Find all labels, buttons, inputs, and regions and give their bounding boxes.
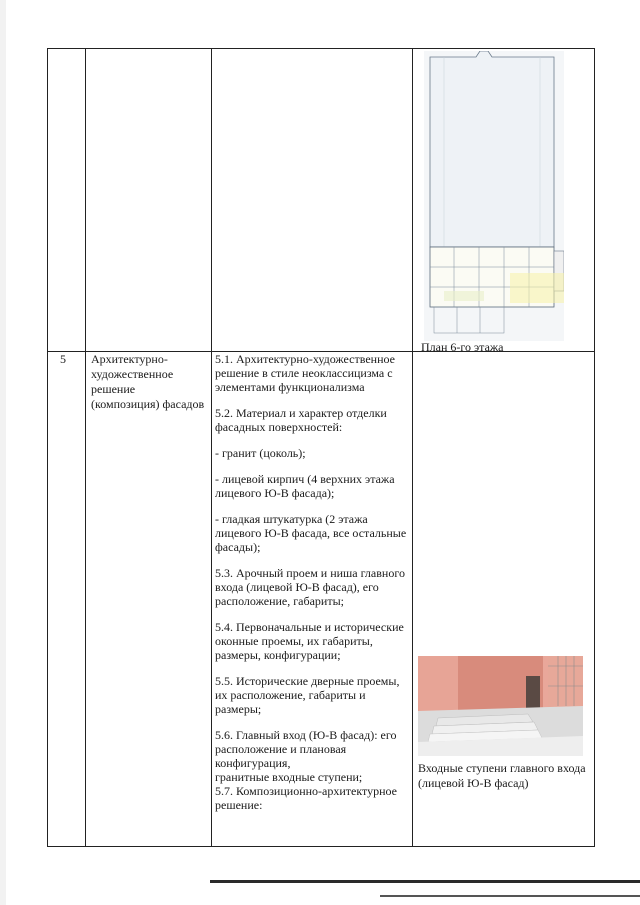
scan-bottom-line [380,895,640,897]
description-item: 5.3. Арочный проем и ниша главного входа (лицевой Ю-В фасад), его расположение, габариты; [215,566,405,608]
row-number: 5 [60,352,66,366]
table-col-divider-2 [211,48,212,846]
table-border-right [594,48,595,846]
table-border-left [47,48,48,846]
description-item: - лицевой кирпич (4 верхних этажа лицевого Ю-В фасада); [215,472,395,500]
table-border-top [47,48,595,49]
plan-caption: План 6-го этажа [421,340,504,354]
description-item: - гладкая штукатурка (2 этажа лицевого Ю-В фасада, все остальные фасады); [215,512,407,554]
description-item: 5.1. Архитектурно-художественное решение в стиле неоклассицизма с элементами функционализма [215,352,395,394]
description-item: 5.7. Композиционно-архитектурное решение: [215,784,398,812]
description-item: - гранит (цоколь); [215,446,306,460]
element-description [215,352,411,812]
entrance-steps-photo [418,656,583,756]
description-item: 5.6. Главный вход (Ю-В фасад): его расположение и плановая конфигурация, [215,728,397,770]
photo-caption: Входные ступени главного входа (лицевой Ю-В фасад) [418,761,586,790]
scan-edge [0,0,6,905]
description-item: 5.5. Исторические дверные проемы, их расположение, габариты и размеры; [215,674,400,716]
description-item: 5.2. Материал и характер отделки фасадных поверхностей: [215,406,387,434]
description-item: гранитные входные ступени; [215,770,363,784]
floor-plan-image [424,51,564,341]
element-name: Архитектурно-художественное решение (композиция) фасадов [91,352,205,411]
table-col-divider-1 [85,48,86,846]
table-border-bottom [47,846,595,847]
description-item: 5.4. Первоначальные и исторические оконные проемы, их габариты, размеры, конфигурации; [215,620,404,662]
scan-bottom-line [210,880,640,883]
table-col-divider-3 [412,48,413,846]
